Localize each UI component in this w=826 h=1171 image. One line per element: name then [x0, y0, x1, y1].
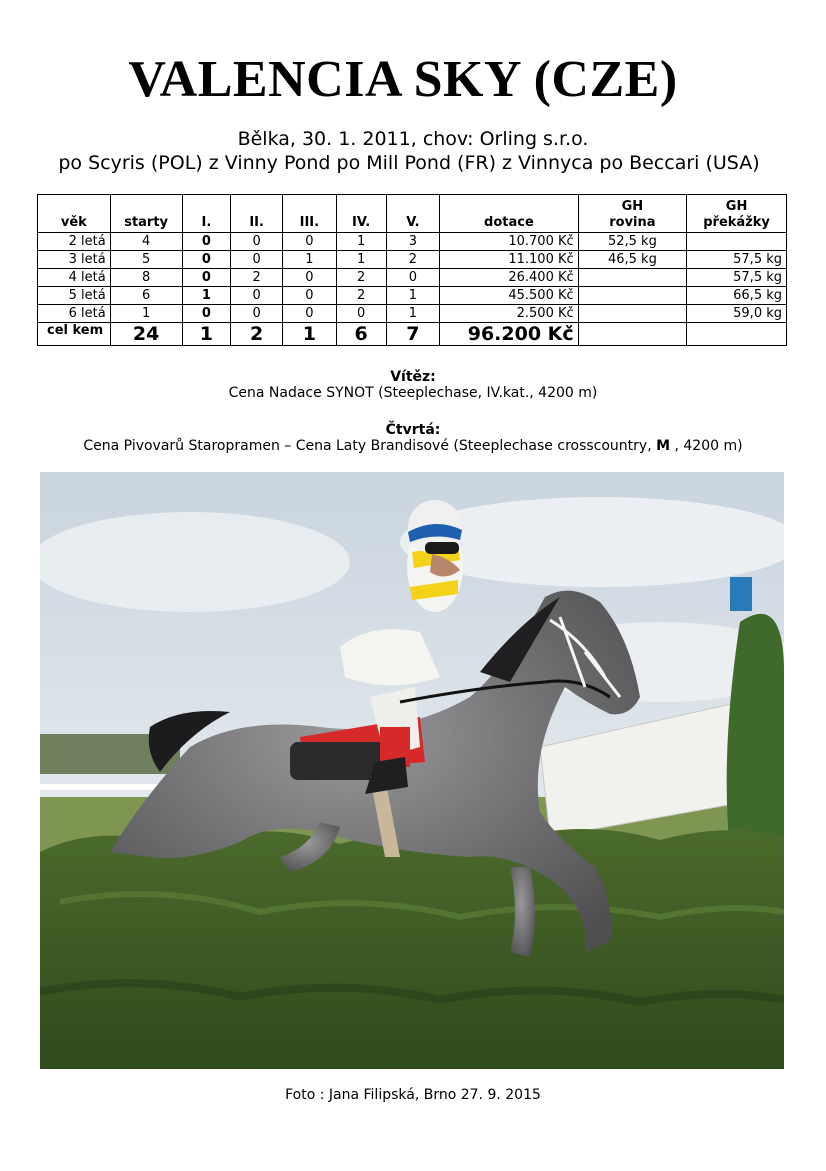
blue-sign [730, 577, 752, 611]
cell-starts: 1 [110, 305, 182, 323]
cell-first: 0 [182, 269, 231, 287]
horse-name-title: VALENCIA SKY (CZE) [128, 51, 678, 108]
cell-fifth: 1 [386, 287, 440, 305]
hedge [40, 829, 784, 1069]
cell-second: 2 [231, 269, 283, 287]
cell-fourth: 0 [336, 305, 386, 323]
birth-breeder-line: Bělka, 30. 1. 2011, chov: Orling s.r.o. [237, 128, 589, 150]
total-fourth: 6 [336, 323, 386, 346]
total-gh-jump [687, 323, 787, 346]
winner-section [0, 369, 826, 401]
cell-fourth: 1 [336, 233, 386, 251]
cell-starts: 4 [110, 233, 182, 251]
header-third: III. [282, 195, 336, 233]
header-starts: starty [110, 195, 182, 233]
cell-third: 0 [282, 269, 336, 287]
cell-fourth: 2 [336, 269, 386, 287]
table-row [38, 269, 787, 287]
cell-starts: 5 [110, 251, 182, 269]
cell-gh-flat: 46,5 kg [578, 251, 686, 269]
cell-gh-flat [578, 269, 686, 287]
cell-gh-flat [578, 287, 686, 305]
fourth-place-race: Cena Pivovarů Staropramen – Cena Laty Brandisové (Steeplechase crosscountry, M , 4200 m) [83, 438, 743, 454]
table-row [38, 305, 787, 323]
cell-second: 0 [231, 287, 283, 305]
cell-earnings: 11.100 Kč [440, 251, 578, 269]
winner-heading: Vítěz: [390, 369, 436, 385]
header-fourth: IV. [336, 195, 386, 233]
cell-fourth: 1 [336, 251, 386, 269]
cell-age: 6 letá [38, 305, 111, 323]
cell-first: 1 [182, 287, 231, 305]
header-first: I. [182, 195, 231, 233]
race-record-table [37, 194, 787, 346]
header-gh-flat: GH rovina [578, 195, 686, 233]
total-second: 2 [231, 323, 283, 346]
cell-fifth: 2 [386, 251, 440, 269]
table-total-row [38, 323, 787, 346]
cell-age: 2 letá [38, 233, 111, 251]
cell-fifth: 1 [386, 305, 440, 323]
total-third: 1 [282, 323, 336, 346]
cell-fourth: 2 [336, 287, 386, 305]
cell-gh-jump: 57,5 kg [687, 251, 787, 269]
total-first: 1 [182, 323, 231, 346]
fourth-place-heading: Čtvrtá: [385, 422, 441, 438]
table-row [38, 251, 787, 269]
total-starts: 24 [110, 323, 182, 346]
steeplechase-photo [40, 472, 784, 1069]
cell-fifth: 3 [386, 233, 440, 251]
cell-age: 4 letá [38, 269, 111, 287]
cell-earnings: 2.500 Kč [440, 305, 578, 323]
cell-third: 1 [282, 251, 336, 269]
pedigree-line: po Scyris (POL) z Vinny Pond po Mill Pond (FR) z Vinnyca po Beccari (USA) [58, 152, 760, 174]
header-age: věk [38, 195, 111, 233]
cell-gh-jump: 57,5 kg [687, 269, 787, 287]
header-gh-jump: GH překážky [687, 195, 787, 233]
cell-first: 0 [182, 305, 231, 323]
cell-earnings: 26.400 Kč [440, 269, 578, 287]
cell-gh-jump [687, 233, 787, 251]
winner-race: Cena Nadace SYNOT (Steeplechase, IV.kat., 4200 m) [228, 385, 598, 401]
cell-second: 0 [231, 233, 283, 251]
header-earnings: dotace [440, 195, 578, 233]
cell-second: 0 [231, 251, 283, 269]
table-header-row [38, 195, 787, 233]
total-fifth: 7 [386, 323, 440, 346]
cell-third: 0 [282, 233, 336, 251]
total-earnings: 96.200 Kč [440, 323, 578, 346]
total-gh-flat [578, 323, 686, 346]
cell-starts: 6 [110, 287, 182, 305]
cell-first: 0 [182, 233, 231, 251]
race-category-mark: M [656, 438, 671, 454]
cell-age: 5 letá [38, 287, 111, 305]
cell-age: 3 letá [38, 251, 111, 269]
cell-third: 0 [282, 305, 336, 323]
cell-earnings: 10.700 Kč [440, 233, 578, 251]
total-label: cel kem [38, 323, 111, 346]
cell-starts: 8 [110, 269, 182, 287]
table-row [38, 233, 787, 251]
cell-gh-jump: 59,0 kg [687, 305, 787, 323]
fourth-place-section [0, 422, 826, 454]
header-second: II. [231, 195, 283, 233]
cell-fifth: 0 [386, 269, 440, 287]
photo-caption: Foto : Jana Filipská, Brno 27. 9. 2015 [285, 1087, 541, 1103]
cell-earnings: 45.500 Kč [440, 287, 578, 305]
cell-gh-flat [578, 305, 686, 323]
table-row [38, 287, 787, 305]
cell-third: 0 [282, 287, 336, 305]
cell-second: 0 [231, 305, 283, 323]
cell-gh-flat: 52,5 kg [578, 233, 686, 251]
header-fifth: V. [386, 195, 440, 233]
cell-gh-jump: 66,5 kg [687, 287, 787, 305]
cell-first: 0 [182, 251, 231, 269]
